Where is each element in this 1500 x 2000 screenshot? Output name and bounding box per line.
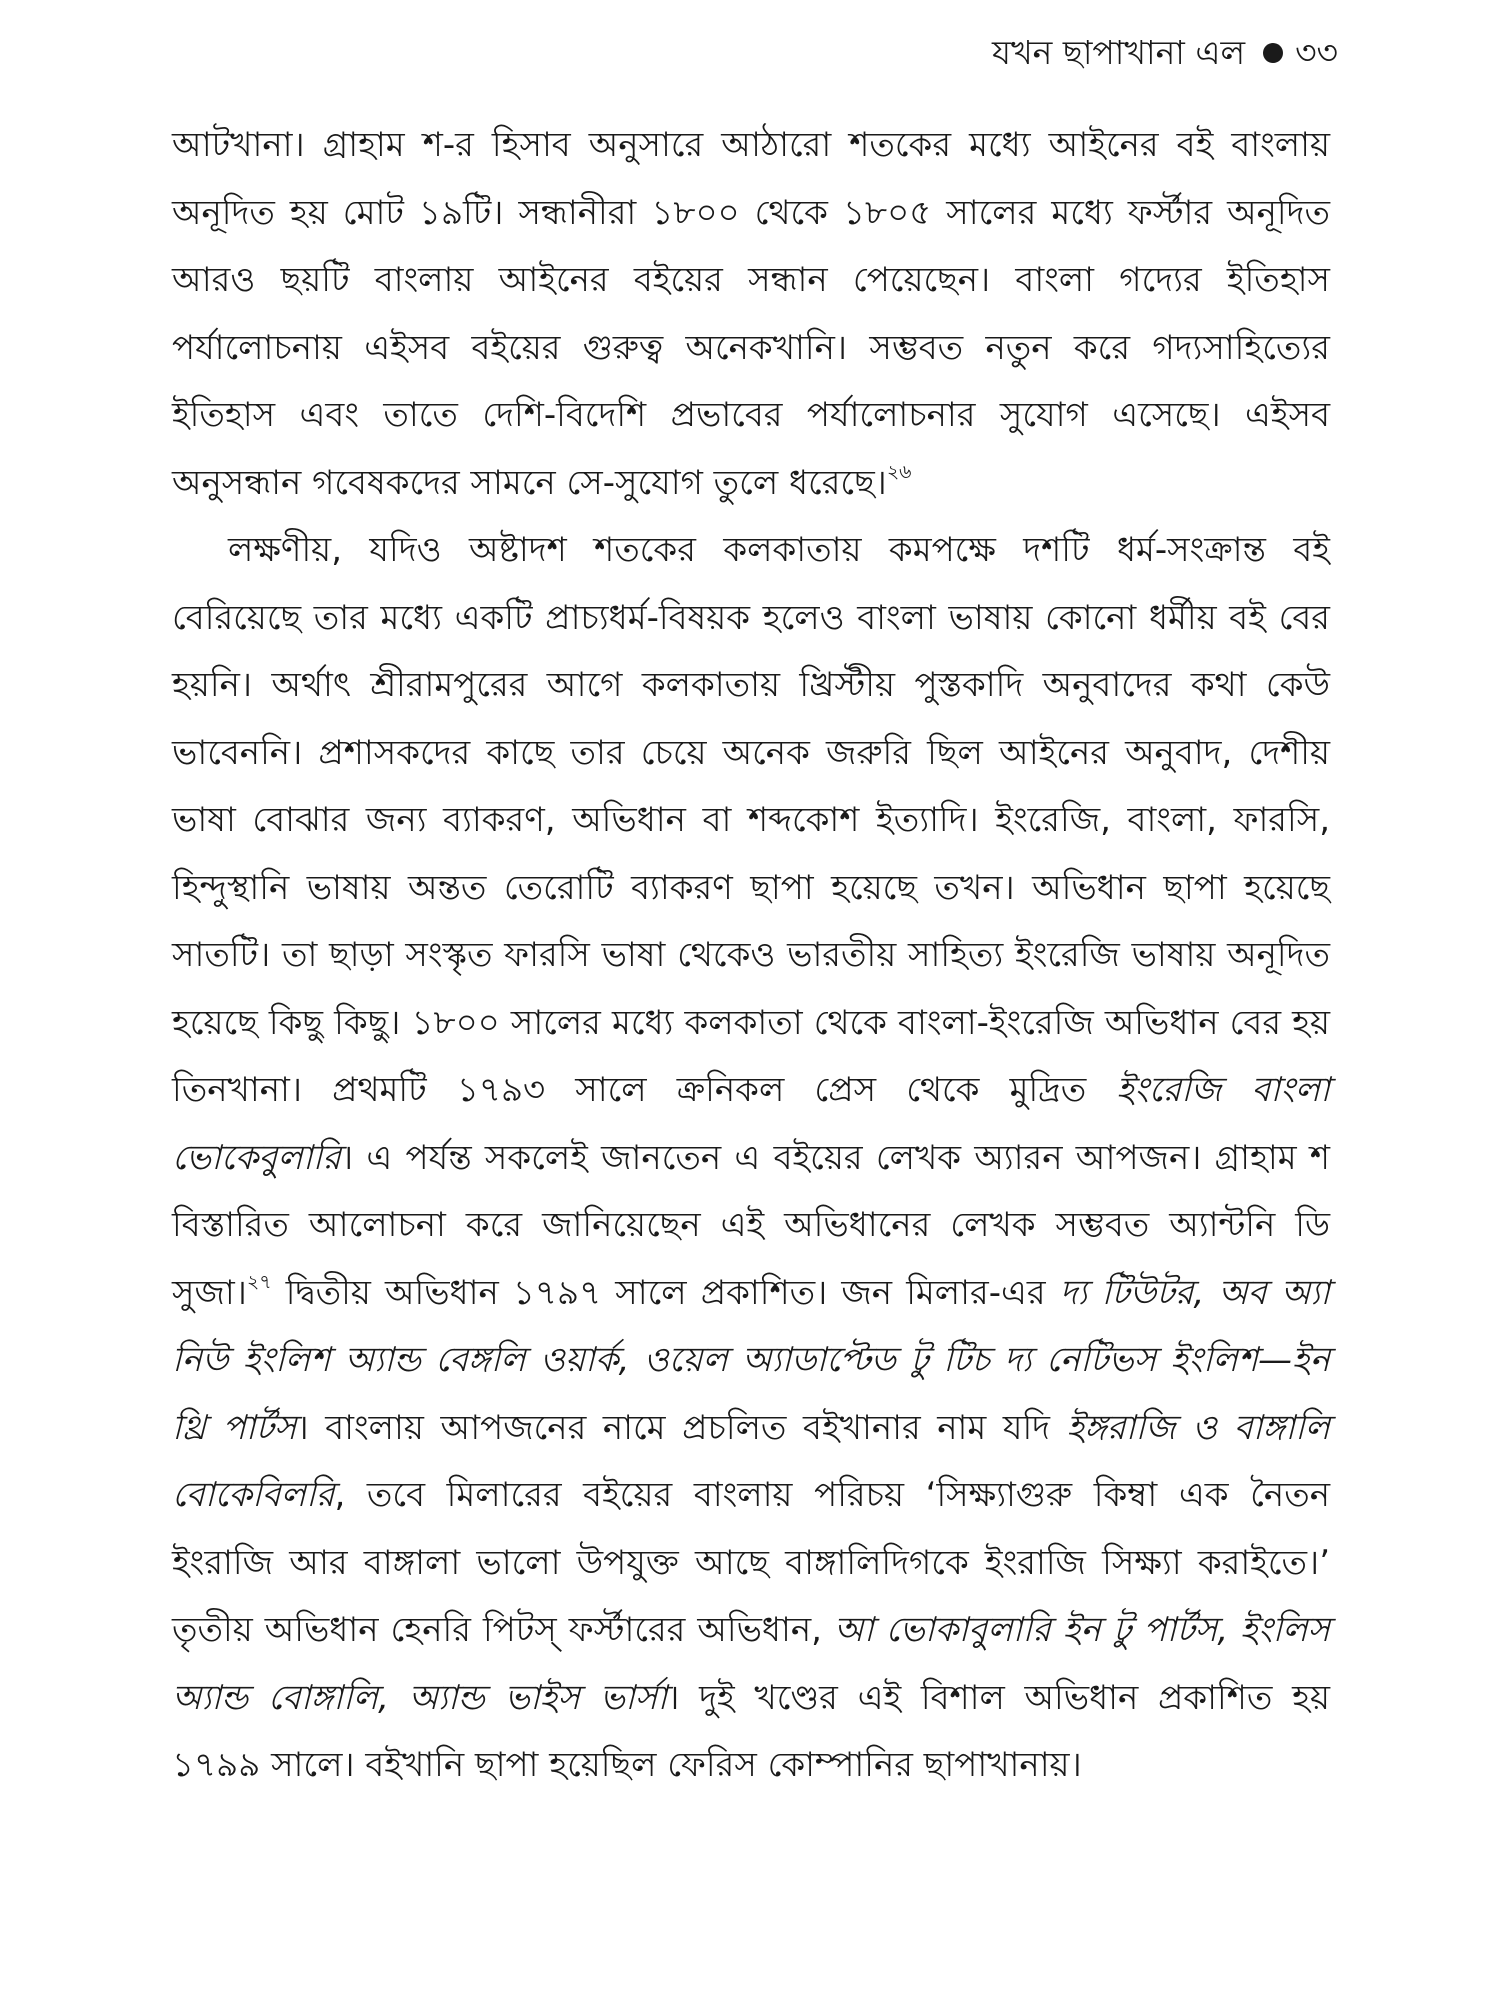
book-title-vocabulary: ইংরেজি বাংলা ভোকেবুলারি bbox=[172, 1070, 1330, 1178]
book-title-tutor: দ্য টিউটর, অব অ্যা নিউ ইংলিশ অ্যান্ড বেঙ্গলি ওয়ার্ক, ওয়েল অ্যাডাপ্টেড টু টিচ দ্য নেটিভস ইংলিশ—ইন থ্রি পার্টস bbox=[172, 1272, 1331, 1448]
paragraph-1-text: আটখানা। গ্রাহাম শ-র হিসাব অনুসারে আঠারো শতকের মধ্যে আইনের বই বাংলায় অনূদিত হয় মোট ১৯টি। সন্ধানীরা ১৮০০ থেকে ১৮০৫ সালের মধ্যে ফর্স্টার অনূদিত আরও ছয়টি বাংলায় আইনের বইয়ের সন্ধান পেয়েছেন। বাংলা গদ্যের ইতিহাস পর্যালোচনায় এইসব বইয়ের গুরুত্ব অনেকখানি। সম্ভবত নতুন করে গদ্যসাহিত্যের ইতিহাস এবং তাতে দেশি-বিদেশি প্রভাবের পর্যালোচনার সুযোগ এসেছে। এইসব অনুসন্ধান গবেষকদের সামনে সে-সুযোগ তুলে ধরেছে। bbox=[172, 125, 1330, 503]
book-title-ingrazi-bangali: ইঙ্গরাজি ও বাঙ্গালি বোকেবিলরি bbox=[172, 1407, 1331, 1515]
paragraph-2-part-5: , তবে মিলারের বইয়ের বাংলায় পরিচয় ‘সিক্ষ্যাগুরু কিম্বা এক নৈতন ইংরাজি আর বাঙ্গালা ভালো উপযুক্ত আছে বাঙ্গালিদিগকে ইংরাজি সিক্ষ্যা করাইতে।’ তৃতীয় অভিধান হেনরি পিটস্ ফর্স্টারের অভিধান, bbox=[172, 1475, 1330, 1650]
bullet-icon bbox=[1263, 43, 1283, 63]
paragraph-1 bbox=[172, 112, 1330, 517]
paragraph-2 bbox=[172, 517, 1330, 1800]
footnote-ref-26: ২৬ bbox=[886, 460, 912, 483]
paragraph-2-part-2: । এ পর্যন্ত সকলেই জানতেন এ বইয়ের লেখক অ্যারন আপজন। গ্রাহাম শ বিস্তারিত আলোচনা করে জানিয়েছেন এই অভিধানের লেখক সম্ভবত অ্যান্টনি ডি সুজা। bbox=[172, 1137, 1330, 1313]
paragraph-2-part-3: দ্বিতীয় অভিধান ১৭৯৭ সালে প্রকাশিত। জন মিলার-এর bbox=[271, 1272, 1060, 1313]
page-body bbox=[172, 112, 1330, 1800]
paragraph-2-part-4: । বাংলায় আপজনের নামে প্রচলিত বইখানার নাম যদি bbox=[296, 1407, 1067, 1448]
chapter-title: যখন ছাপাখানা এল bbox=[991, 33, 1246, 72]
running-header bbox=[992, 28, 1338, 78]
footnote-ref-27: ২৭ bbox=[246, 1270, 272, 1293]
page-number: ৩৩ bbox=[1295, 33, 1338, 72]
paragraph-2-part-6: । দুই খণ্ডের এই বিশাল অভিধান প্রকাশিত হয় ১৭৯৯ সালে। বইখানি ছাপা হয়েছিল ফেরিস কোম্পানির ছাপাখানায়। bbox=[172, 1677, 1330, 1785]
book-title-forster-vocabulary: আ ভোকাবুলারি ইন টু পার্টস, ইংলিস অ্যান্ড বোঙ্গালি, অ্যান্ড ভাইস ভার্সা bbox=[172, 1610, 1330, 1718]
paragraph-2-part-1: লক্ষণীয়, যদিও অষ্টাদশ শতকের কলকাতায় কমপক্ষে দশটি ধর্ম-সংক্রান্ত বই বেরিয়েছে তার মধ্যে একটি প্রাচ্যধর্ম-বিষয়ক হলেও বাংলা ভাষায় কোনো ধর্মীয় বই বের হয়নি। অর্থাৎ শ্রীরামপুরের আগে কলকাতায় খ্রিস্টীয় পুস্তকাদি অনুবাদের কথা কেউ ভাবেননি। প্রশাসকদের কাছে তার চেয়ে অনেক জরুরি ছিল আইনের অনুবাদ, দেশীয় ভাষা বোঝার জন্য ব্যাকরণ, অভিধান বা শব্দকোশ ইত্যাদি। ইংরেজি, বাংলা, ফারসি, হিন্দুস্থানি ভাষায় অন্তত তেরোটি ব্যাকরণ ছাপা হয়েছে তখন। অভিধান ছাপা হয়েছে সাতটি। তা ছাড়া সংস্কৃত ফারসি ভাষা থেকেও ভারতীয় সাহিত্য ইংরেজি ভাষায় অনূদিত হয়েছে কিছু কিছু। ১৮০০ সালের মধ্যে কলকাতা থেকে বাংলা-ইংরেজি অভিধান বের হয় তিনখানা। প্রথমটি ১৭৯৩ সালে ক্রনিকল প্রেস থেকে মুদ্রিত bbox=[172, 530, 1330, 1110]
